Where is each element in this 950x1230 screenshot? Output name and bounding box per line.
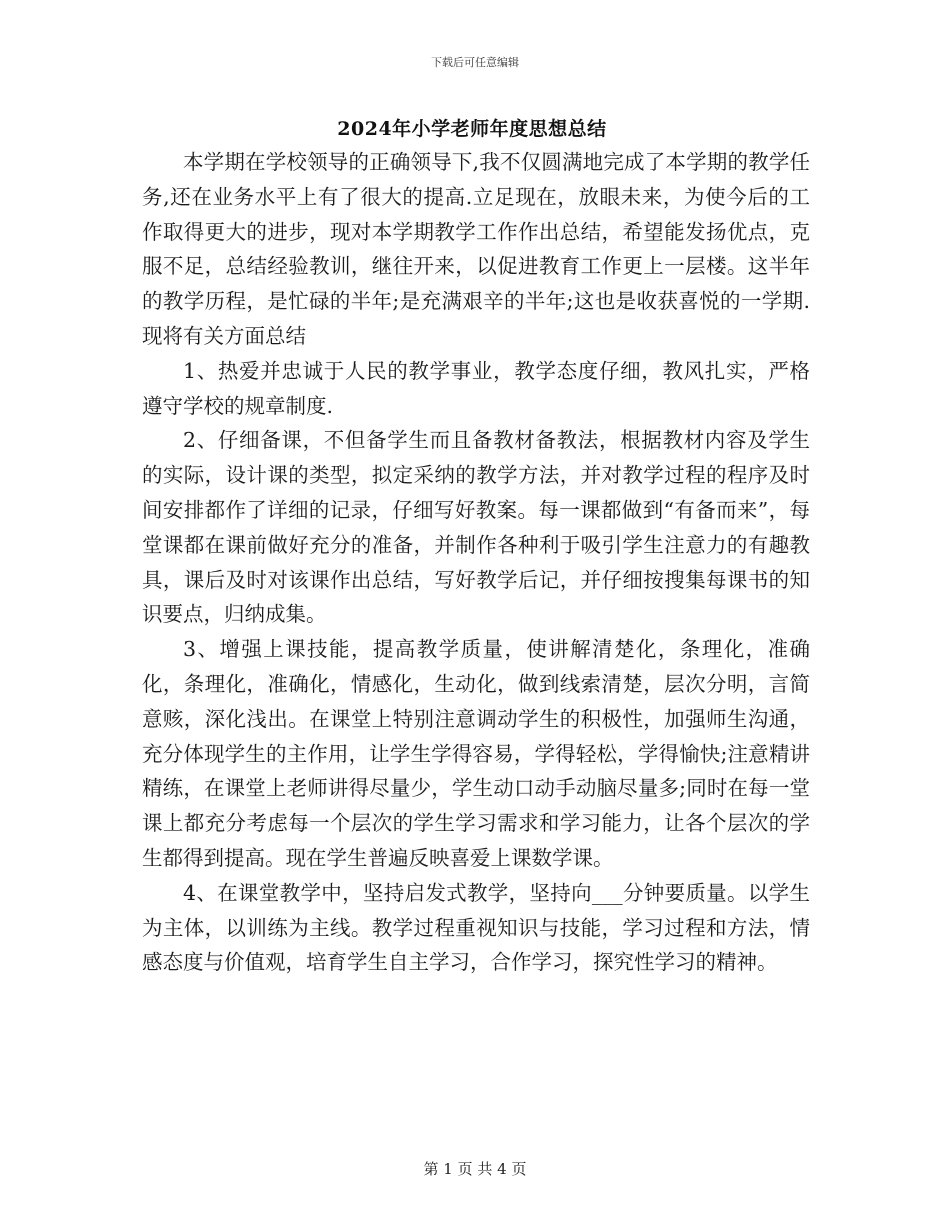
paragraph-item-2: 2、仔细备课，不但备学生而且备教材备教法，根据教材内容及学生的实际，设计课的类型，拟定采纳的教学方法，并对教学过程的程序及时间安排都作了详细的记录，仔细写好教案。每一课都做到“有备而来”，每堂课都在课前做好充分的准备，并制作各种利于吸引学生注意力的有趣教具，课后及时对该课作出总结，写好教学后记，并仔细按搜集每课书的知识要点，归纳成集。 xyxy=(142,428,810,627)
paragraph-item-3: 3、增强上课技能，提高教学质量，使讲解清楚化，条理化，准确化，条理化，准确化，情感化，生动化，做到线索清楚，层次分明，言简意赅，深化浅出。在课堂上特别注意调动学生的积极性，加强师生沟通，充分体现学生的主作用，让学生学得容易，学得轻松，学得愉快;注意精讲精练，在课堂上老师讲得尽量少，学生动口动手动脑尽量多;同时在每一堂课上都充分考虑每一个层次的学生学习需求和学习能力，让各个层次的学生都得到提高。现在学生普遍反映喜爱上课数学课。 xyxy=(142,637,810,870)
document-body xyxy=(142,145,810,980)
document-title: 2024年小学老师年度思想总结 xyxy=(337,118,607,140)
page-footer: 第 1 页 共 4 页 xyxy=(423,1160,527,1178)
header-note: 下载后可任意编辑 xyxy=(431,56,519,69)
paragraph-intro: 本学期在学校领导的正确领导下,我不仅圆满地完成了本学期的教学任务,还在业务水平上有了很大的提高.立足现在，放眼未来，为使今后的工作取得更大的进步，现对本学期教学工作作出总结，希望能发扬优点，克服不足，总结经验教训，继往开来，以促进教育工作更上一层楼。这半年的教学历程，是忙碌的半年;是充满艰辛的半年;这也是收获喜悦的一学期.现将有关方面总结 xyxy=(142,150,810,348)
paragraph-item-4: 4、在课堂教学中，坚持启发式教学，坚持向___分钟要质量。以学生为主体，以训练为主线。教学过程重视知识与技能，学习过程和方法，情感态度与价值观，培育学生自主学习，合作学习，探究性学习的精神。 xyxy=(142,880,810,975)
paragraph-item-1: 1、热爱并忠诚于人民的教学事业，教学态度仔细，教风扎实，严格遵守学校的规章制度. xyxy=(142,358,810,418)
